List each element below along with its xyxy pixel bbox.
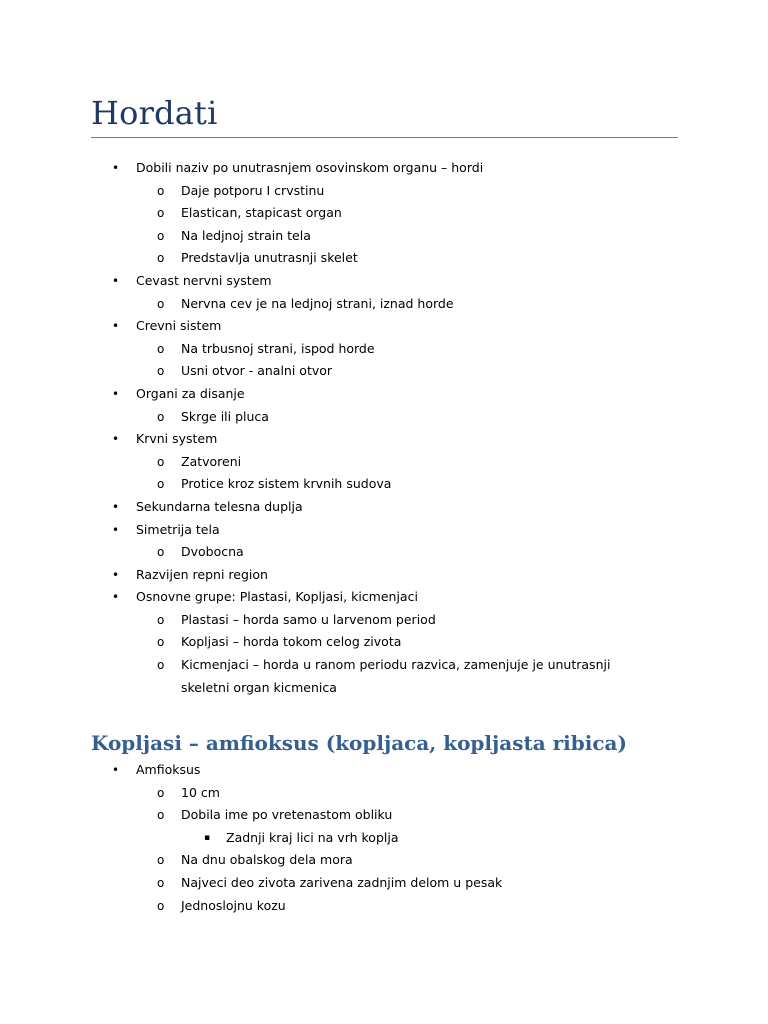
bullet-marker: • — [112, 319, 120, 334]
list-item — [0, 496, 768, 519]
list-item — [0, 225, 768, 248]
list-item — [0, 451, 768, 474]
circle-marker: o — [157, 658, 165, 673]
circle-marker: o — [157, 228, 165, 243]
bullet-marker: • — [112, 590, 120, 605]
list-item-text: Sekundarna telesna duplja — [136, 498, 303, 514]
list-item-text: Organi za disanje — [136, 385, 245, 401]
list-item-text: Razvijen repni region — [136, 566, 268, 582]
list-item — [0, 383, 768, 406]
circle-marker: o — [157, 612, 165, 627]
list-item-text: Dobila ime po vretenastom obliku — [181, 807, 393, 823]
circle-marker: o — [157, 183, 165, 198]
bullet-marker: • — [112, 567, 120, 582]
list-item — [0, 541, 768, 564]
list-item-text: Osnovne grupe: Plastasi, Kopljasi, kicmenjaci — [136, 589, 418, 605]
page-title: Hordati — [91, 94, 218, 132]
list-item — [0, 519, 768, 542]
list-item-text: Plastasi – horda samo u larvenom period — [181, 611, 436, 627]
list-item-text: Cevast nervni system — [136, 272, 272, 288]
list-item — [0, 247, 768, 270]
list-item-text: Crevni sistem — [136, 318, 222, 334]
list-item — [0, 631, 768, 654]
list-item-text: Kicmenjaci – horda u ranom periodu razvica, zamenjuje je unutrasnji skeletni organ kicmenica — [181, 657, 611, 695]
bullet-marker: • — [112, 273, 120, 288]
circle-marker: o — [157, 785, 165, 800]
list-item — [0, 180, 768, 203]
list-item — [0, 827, 768, 850]
list-item-text: Predstavlja unutrasnji skelet — [181, 250, 358, 266]
circle-marker: o — [157, 251, 165, 266]
list-item — [0, 315, 768, 338]
list-item — [0, 406, 768, 429]
bullet-marker: • — [112, 763, 120, 777]
bullet-marker: • — [112, 161, 120, 175]
list-item — [0, 782, 768, 805]
list-item — [0, 804, 768, 827]
hordati-bullet-list — [0, 157, 768, 699]
circle-marker: o — [157, 545, 165, 560]
list-item — [0, 270, 768, 293]
list-item — [0, 564, 768, 587]
list-item-text: Daje potporu I crvstinu — [181, 182, 325, 198]
list-item — [0, 586, 768, 609]
list-item-text: Dvobocna — [181, 544, 244, 560]
list-item-text: Simetrija tela — [136, 521, 220, 537]
list-item-text: Najveci deo zivota zarivena zadnjim delom u pesak — [181, 874, 503, 890]
list-item — [0, 473, 768, 496]
list-item-text: Kopljasi – horda tokom celog zivota — [181, 634, 402, 650]
list-item-text: Krvni system — [136, 431, 218, 447]
circle-marker: o — [157, 853, 165, 868]
list-item — [0, 338, 768, 361]
circle-marker: o — [157, 454, 165, 469]
circle-marker: o — [157, 898, 165, 913]
circle-marker: o — [157, 875, 165, 890]
circle-marker: o — [157, 206, 165, 221]
list-item-text: Jednoslojnu kozu — [181, 897, 286, 913]
title-underline — [91, 137, 678, 138]
circle-marker: o — [157, 635, 165, 650]
list-item — [0, 849, 768, 872]
list-item-text: Protice kroz sistem krvnih sudova — [181, 476, 392, 492]
list-item-text: Usni otvor - analni otvor — [181, 363, 333, 379]
circle-marker: o — [157, 808, 165, 823]
list-item-text: Dobili naziv po unutrasnjem osovinskom organu – hordi — [136, 160, 484, 175]
list-item-text: Zatvoreni — [181, 453, 242, 469]
list-item — [0, 759, 768, 782]
list-item — [0, 360, 768, 383]
list-item-text: Elastican, stapicast organ — [181, 205, 342, 221]
list-item-text: Amfioksus — [136, 762, 201, 777]
circle-marker: o — [157, 341, 165, 356]
list-item-text: Nervna cev je na ledjnoj strani, iznad horde — [181, 295, 454, 311]
list-item-text: Zadnji kraj lici na vrh koplja — [226, 829, 399, 845]
list-item-text: Na dnu obalskog dela mora — [181, 852, 353, 868]
circle-marker: o — [157, 364, 165, 379]
list-item — [0, 895, 768, 918]
list-item-text: Na trbusnoj strani, ispod horde — [181, 340, 375, 356]
bullet-marker: • — [112, 432, 120, 447]
circle-marker: o — [157, 409, 165, 424]
bullet-marker: • — [112, 522, 120, 537]
bullet-marker: • — [112, 386, 120, 401]
circle-marker: o — [157, 296, 165, 311]
list-item — [0, 293, 768, 316]
list-item — [0, 609, 768, 632]
square-marker: ▪ — [204, 832, 211, 843]
bullet-marker: • — [112, 499, 120, 514]
list-item-text: 10 cm — [181, 784, 220, 800]
section-heading-kopljasi: Kopljasi – amfioksus (kopljaca, kopljasta ribica) — [91, 731, 627, 755]
list-item-text: Na ledjnoj strain tela — [181, 227, 311, 243]
list-item-text: Skrge ili pluca — [181, 408, 269, 424]
list-item — [0, 202, 768, 225]
list-item — [0, 872, 768, 895]
list-item — [0, 654, 661, 699]
list-item — [0, 428, 768, 451]
circle-marker: o — [157, 477, 165, 492]
list-item — [0, 157, 768, 180]
kopljasi-bullet-list — [0, 759, 768, 917]
